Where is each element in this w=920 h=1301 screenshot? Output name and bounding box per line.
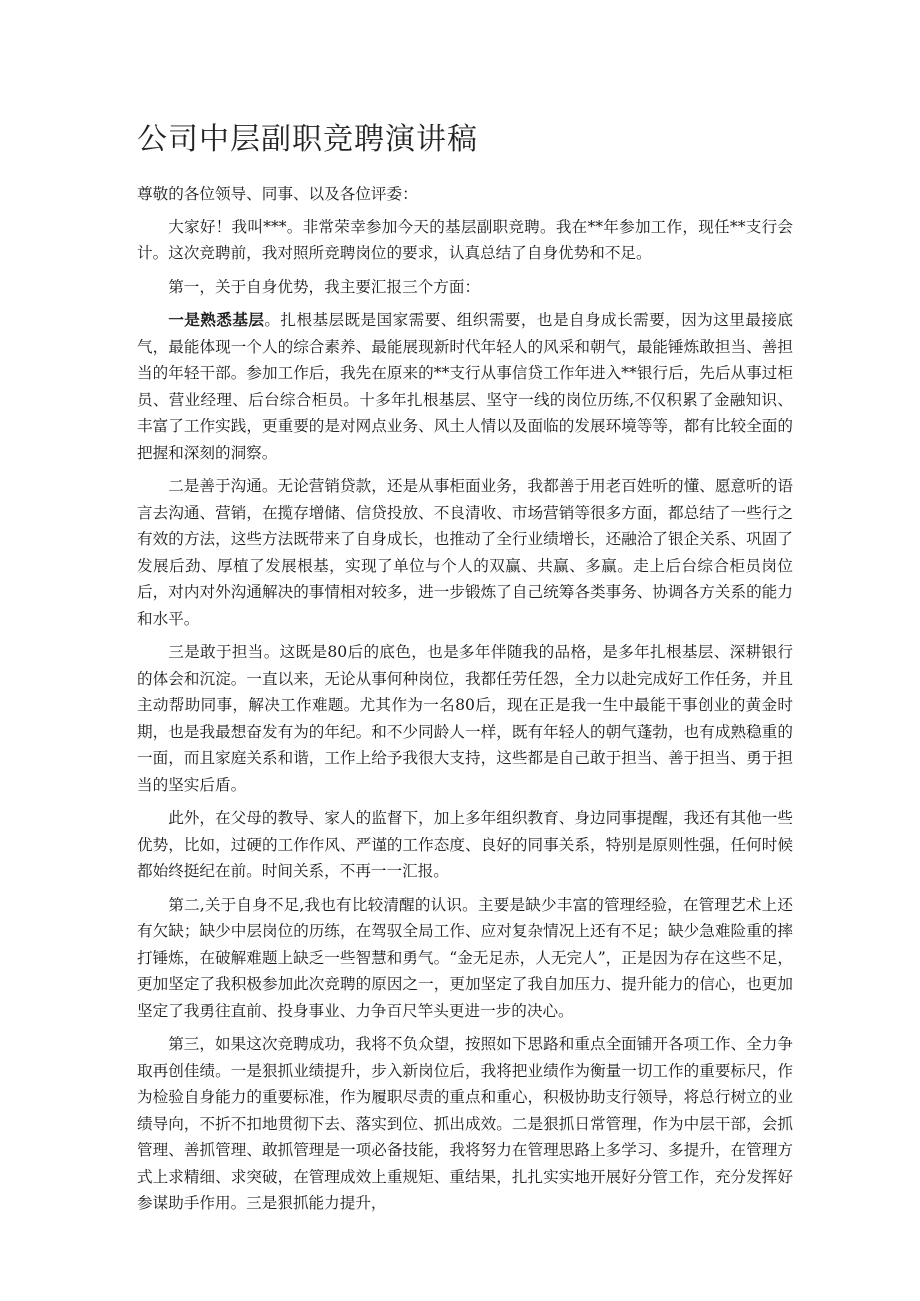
paragraph-other-strengths: 此外，在父母的教导、家人的监督下，加上多年组织教育、身边同事提醒，我还有其他一些优势，比如，过硬的工作作风、严谨的工作态度、良好的同事关系，特别是原则性强，任何时候都始终挺纪在前。时间关系，不再一一汇报。: [137, 809, 793, 880]
paragraph-point-one: [137, 307, 793, 466]
paragraph-plans: 第三，如果这次竞聘成功，我将不负众望，按照如下思路和重点全面铺开各项工作、全力争取再创佳绩。一是狠抓业绩提升，步入新岗位后，我将把业绩作为衡量一切工作的重要标尺，作为检验自身能力的重要标准，作为履职尽责的重点和重心，积极协助支行领导，将总行树立的业绩导向，不折不扣地贯彻下去、落实到位、抓出成效。二是狠抓日常管理，作为中层干部，会抓管理、善抓管理、敢抓管理是一项必备技能，我将努力在管理思路上多学习、多提升，在管理方式上求精细、求突破，在管理成效上重规矩、重结果，扎扎实实地开展好分管工作，充分发挥好参谋助手作用。三是狠抓能力提升，: [137, 1035, 793, 1212]
paragraph-weaknesses: 第二,关于自身不足,我也有比较清醒的认识。主要是缺少丰富的管理经验，在管理艺术上还有欠缺；缺少中层岗位的历练，在驾驭全局工作、应对复杂情况上还有不足；缺少急难险重的摔打锤炼，在破解难题上缺乏一些智慧和勇气。“金无足赤，人无完人”，正是因为存在这些不足，更加坚定了我积极参加此次竞聘的原因之一，更加坚定了我自加压力、提升能力的信心，也更加坚定了我勇往直前、投身事业、力争百尺竿头更进一步的决心。: [137, 895, 793, 1020]
salutation: 尊敬的各位领导、同事、以及各位评委：: [137, 185, 418, 203]
paragraph-intro: 大家好！我叫***。非常荣幸参加今天的基层副职竞聘。我在**年参加工作，现任**支行会计。这次竞聘前，我对照所竞聘岗位的要求，认真总结了自身优势和不足。: [137, 217, 793, 262]
point-one-lead: 一是熟悉基层: [168, 311, 265, 329]
paragraph-point-two: 二是善于沟通。无论营销贷款，还是从事柜面业务，我都善于用老百姓听的懂、愿意听的语言去沟通、营销，在揽存增储、信贷投放、不良清收、市场营销等很多方面，都总结了一些行之有效的方法，这些方法既带来了自身成长，也推动了全行业绩增长，还融洽了银企关系、巩固了发展后劲、厚植了发展根基，实现了单位与个人的双赢、共赢、多赢。走上后台综合柜员岗位后，对内对外沟通解决的事情相对较多，进一步锻炼了自己统筹各类事务、协调各方关系的能力和水平。: [137, 477, 793, 628]
document-page: [137, 118, 793, 1224]
document-title: 公司中层副职竞聘演讲稿: [137, 122, 478, 157]
paragraph-point-three: 三是敢于担当。这既是80后的底色，也是多年伴随我的品格，是多年扎根基层、深耕银行的体会和沉淀。一直以来，无论从事何种岗位，我都任劳任怨，全力以赴完成好工作任务，并且主动帮助同事，解决工作难题。尤其作为一名80后，现在正是我一生中最能干事创业的黄金时期，也是我最想奋发有为的年纪。和不少同龄人一样，既有年轻人的朝气蓬勃，也有成熟稳重的一面，而且家庭关系和谐，工作上给予我很大支持，这些都是自己敢于担当、善于担当、勇于担当的坚实后盾。: [137, 643, 793, 794]
point-one-body: 。扎根基层既是国家需要、组织需要，也是自身成长需要，因为这里最接底气，最能体现一个人的综合素养、最能展现新时代年轻人的风采和朝气，最能锤炼敢担当、善担当的年轻干部。参加工作后，我先在原来的**支行从事信贷工作年进入**银行后，先后从事过柜员、营业经理、后台综合柜员。十多年扎根基层、坚守一线的岗位历练,不仅积累了金融知识、丰富了工作实践，更重要的是对网点业务、风土人情以及面临的发展环境等等，都有比较全面的把握和深刻的洞察。: [137, 311, 793, 462]
paragraph-strengths-heading: 第一，关于自身优势，我主要汇报三个方面：: [168, 277, 481, 296]
